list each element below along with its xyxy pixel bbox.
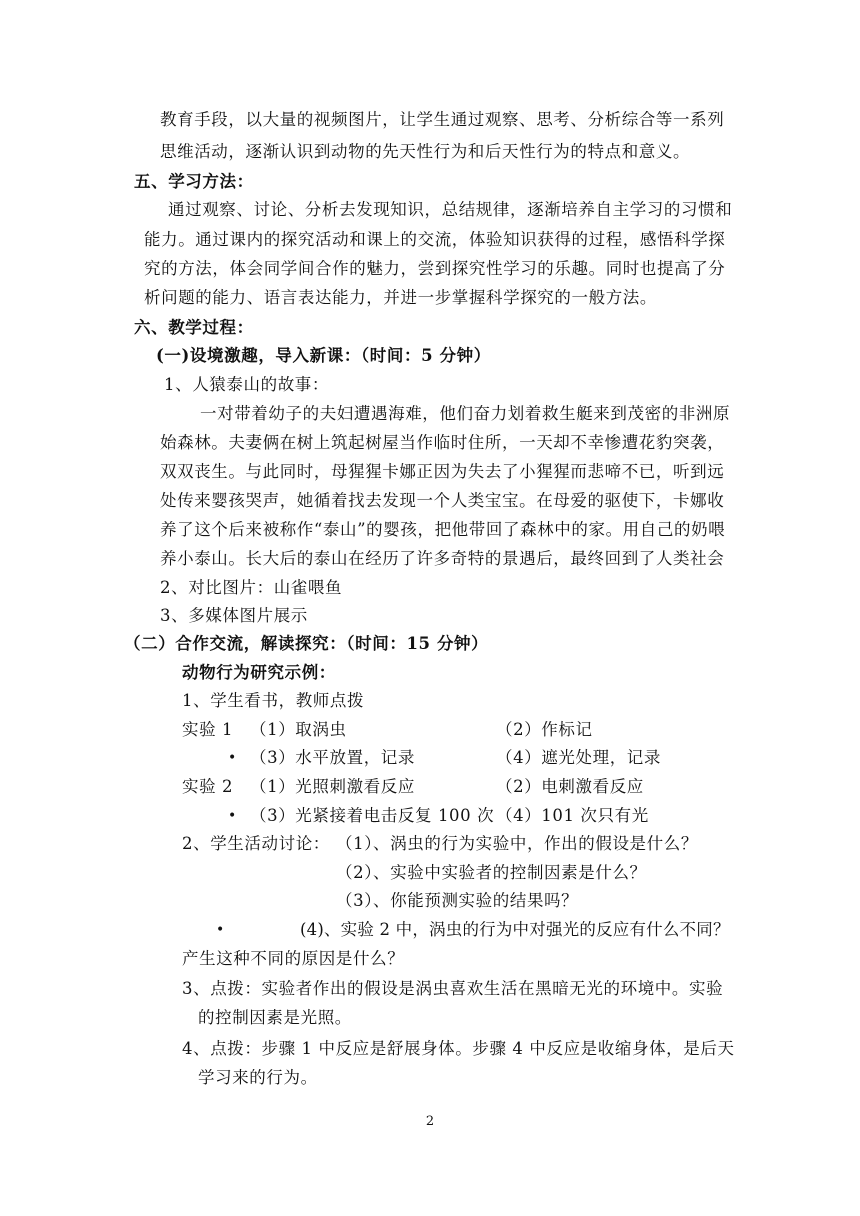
bullet-icon: • <box>228 808 237 824</box>
question-continuation: 产生这种不同的原因是什么？ <box>182 949 405 968</box>
example-heading: 动物行为研究示例： <box>182 663 336 682</box>
experiment-2-step: （4）101 次只有光 <box>496 806 649 825</box>
question: （3）、你能预测实验的结果吗？ <box>336 891 579 910</box>
story-line: 处传来婴孩哭声，她循着找去发现一个人类宝宝。在母爱的驱使下，卡娜收 <box>160 491 725 510</box>
experiment-2-step: （3）光紧接着电击反复 100 次 <box>250 806 495 825</box>
experiment-1-step: （2）作标记 <box>496 720 593 739</box>
intro-line-1: 教育手段，以大量的视频图片，让学生通过观察、思考、分析综合等一系列 <box>160 110 725 129</box>
story-line: 双双丧生。与此同时，母猩猩卡娜正因为失去了小猩猩而悲啼不已，听到远 <box>160 462 725 481</box>
step-3-line-1: 3、点拨：实验者作出的假设是涡虫喜欢生活在黑暗无光的环境中。实验 <box>182 979 724 998</box>
item-2: 2、对比图片：山雀喂鱼 <box>160 578 343 597</box>
item-1: 1、人猿泰山的故事： <box>164 375 329 394</box>
story-line: 养了这个后来被称作“泰山”的婴孩，把他带回了森林中的家。用自己的奶喂 <box>160 520 726 539</box>
step-1: 1、学生看书，教师点拨 <box>182 691 365 710</box>
part-2-heading: （二）合作交流，解读探究：（时间：15 分钟） <box>124 634 489 653</box>
section-6-heading: 六、教学过程： <box>134 318 254 337</box>
experiment-2-step: （2）电刺激看反应 <box>496 777 644 796</box>
part-1-heading: (一)设境激趣，导入新课：（时间：5 分钟） <box>156 346 491 365</box>
bullet-icon: • <box>228 750 237 766</box>
section-5-heading: 五、学习方法： <box>134 172 254 191</box>
question: (4)、实验 2 中，涡虫的行为中对强光的反应有什么不同？ <box>300 920 730 939</box>
experiment-1-label: 实验 1 <box>182 720 234 739</box>
experiment-1-step: （3）水平放置，记录 <box>250 748 415 767</box>
section-5-line: 通过观察、讨论、分析去发现知识，总结规律，逐渐培养自主学习的习惯和 <box>168 200 733 219</box>
experiment-2-label: 实验 2 <box>182 777 234 796</box>
question: （1）、涡虫的行为实验中，作出的假设是什么？ <box>336 834 698 853</box>
experiment-1-step: （1）取涡虫 <box>250 720 347 739</box>
bullet-icon: • <box>216 922 225 938</box>
question: （2）、实验中实验者的控制因素是什么？ <box>336 863 647 882</box>
story-line: 始森林。夫妻俩在树上筑起树屋当作临时住所，一天却不幸惨遭花豹突袭， <box>160 433 725 452</box>
section-5-line: 能力。通过课内的探究活动和课上的交流，体验知识获得的过程，感悟科学探 <box>144 230 726 249</box>
step-4-line-1: 4、点拨：步骤 1 中反应是舒展身体。步骤 4 中反应是收缩身体，是后天 <box>182 1039 735 1058</box>
intro-line-2: 思维活动，逐渐认识到动物的先天性行为和后天性行为的特点和意义。 <box>160 142 691 161</box>
experiment-1-step: （4）遮光处理，记录 <box>496 748 661 767</box>
section-5-line: 析问题的能力、语言表达能力，并进一步掌握科学探究的一般方法。 <box>144 288 657 307</box>
step-4-line-2: 学习来的行为。 <box>198 1068 318 1087</box>
step-2: 2、学生活动讨论： <box>182 834 330 853</box>
item-3: 3、多媒体图片展示 <box>160 606 308 625</box>
page-number: 2 <box>425 1114 435 1129</box>
story-line: 一对带着幼子的夫妇遭遇海难，他们奋力划着救生艇来到茂密的非洲原 <box>200 404 731 423</box>
story-line: 养小泰山。长大后的泰山在经历了许多奇特的景遇后，最终回到了人类社会 <box>160 549 725 568</box>
step-3-line-2: 的控制因素是光照。 <box>198 1008 352 1027</box>
section-5-line: 究的方法，体会同学间合作的魅力，尝到探究性学习的乐趣。同时也提高了分 <box>144 259 726 278</box>
experiment-2-step: （1）光照刺激看反应 <box>250 777 415 796</box>
